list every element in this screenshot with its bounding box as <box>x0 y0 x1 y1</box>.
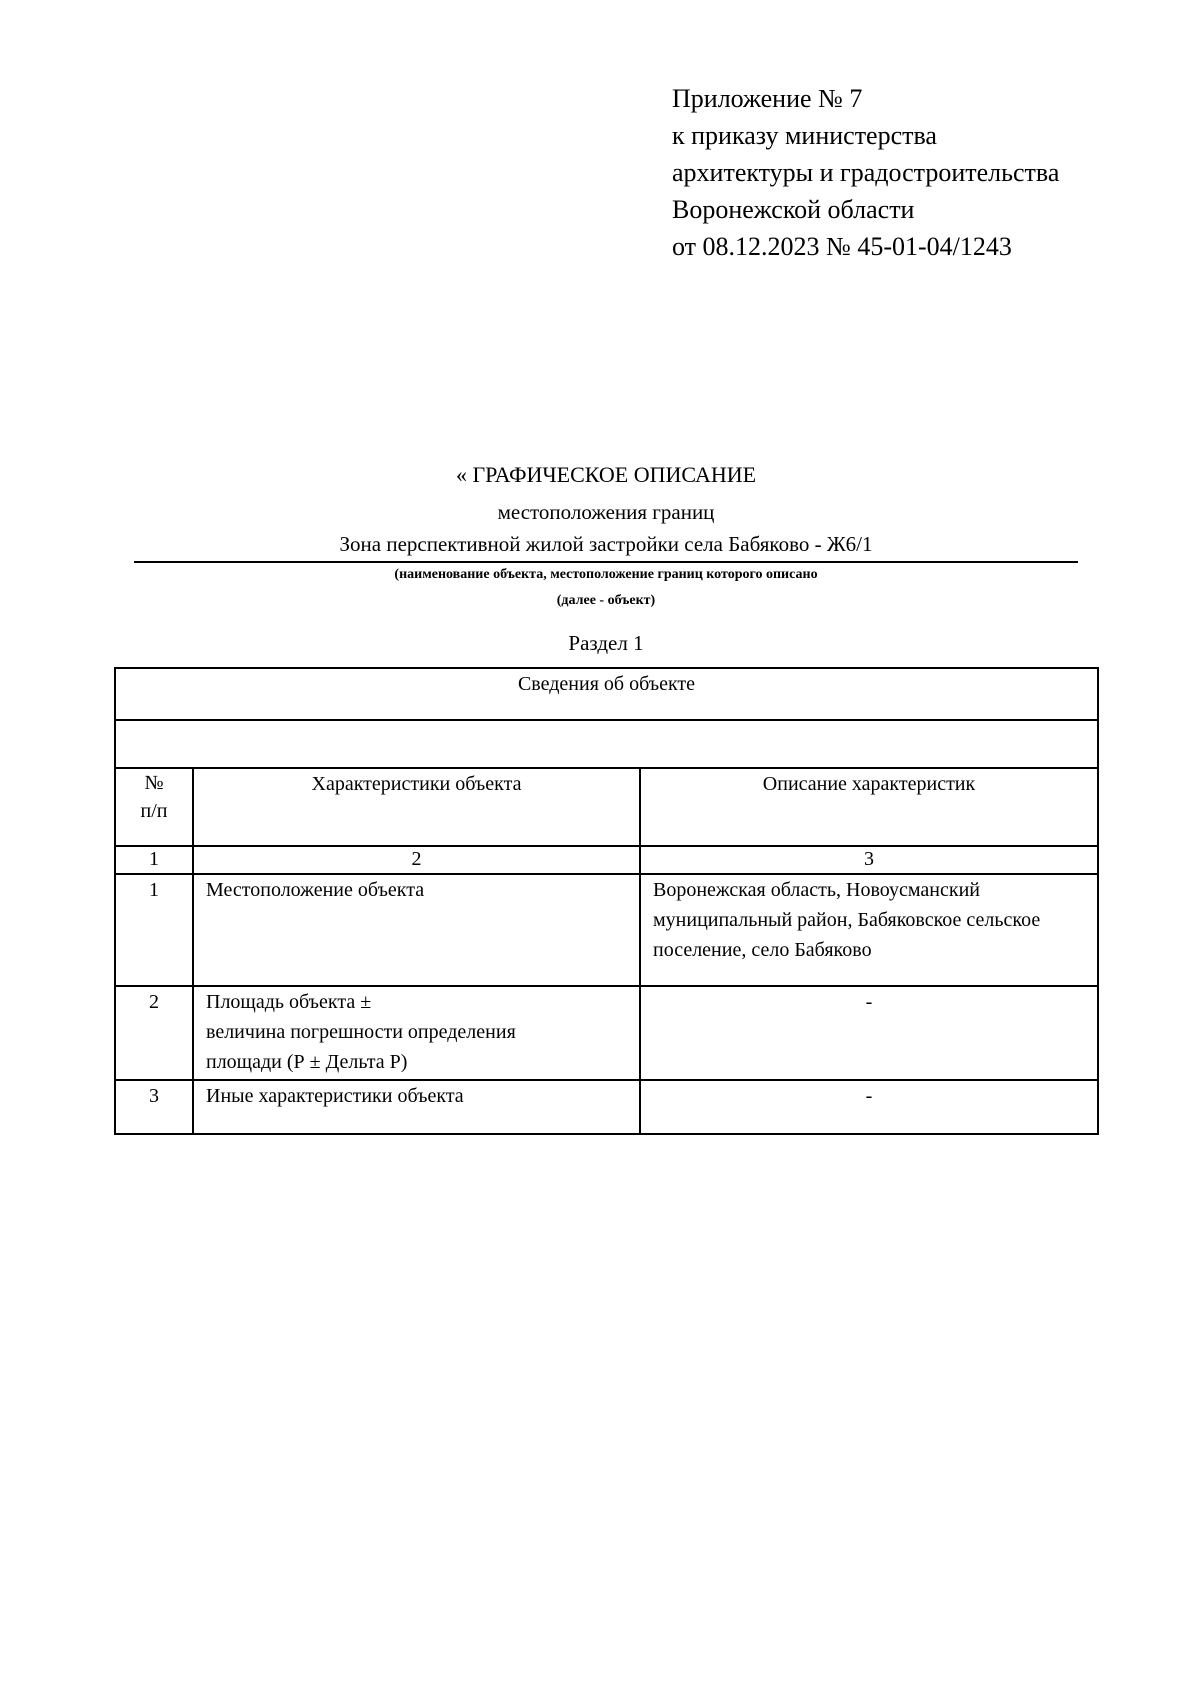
characteristic-line: величина погрешности определения <box>206 1021 516 1043</box>
header-characteristics: Характеристики объекта <box>193 768 640 846</box>
blank-cell <box>115 720 1098 768</box>
section-title: Раздел 1 <box>568 631 644 655</box>
object-name-note-2: (далее - объект) <box>556 593 656 608</box>
row-characteristic: Местоположение объекта <box>193 874 640 986</box>
table-row <box>115 986 1098 1080</box>
header-num-line1: № <box>144 772 164 794</box>
appendix-line: Воронежской области <box>672 195 915 224</box>
row-num: 1 <box>115 874 193 986</box>
table-caption: Сведения об объекте <box>115 668 1098 720</box>
row-num: 3 <box>115 1080 193 1134</box>
row-description: - <box>640 986 1098 1080</box>
characteristic-line: площади (Р ± Дельта Р) <box>206 1051 408 1073</box>
row-characteristic: Иные характеристики объекта <box>193 1080 640 1134</box>
row-num: 2 <box>115 986 193 1080</box>
index-cell: 3 <box>640 846 1098 874</box>
row-characteristic <box>193 986 640 1080</box>
row-description: - <box>640 1080 1098 1134</box>
document-subtitle: местоположения границ <box>497 500 715 524</box>
table-blank-row <box>115 720 1098 768</box>
object-name-underline <box>134 561 1078 563</box>
appendix-line: к приказу министерства <box>672 121 937 150</box>
index-cell: 1 <box>115 846 193 874</box>
table-row <box>115 1080 1098 1134</box>
object-name-note: (наименование объекта, местоположение границ которого описано <box>394 567 818 582</box>
object-info-table <box>114 667 1099 1135</box>
appendix-line: архитектуры и градостроительства <box>672 158 1060 187</box>
appendix-line: Приложение № 7 <box>672 84 863 113</box>
appendix-block <box>672 80 1059 265</box>
table-row <box>115 874 1098 986</box>
table-header-row <box>115 768 1098 846</box>
header-num-line2: п/п <box>140 800 168 822</box>
table-caption-row <box>115 668 1098 720</box>
table-index-row <box>115 846 1098 874</box>
row-description: Воронежская область, Новоусманский муниципальный район, Бабяковское сельское поселение, село Бабяково <box>640 874 1098 986</box>
document-title: « ГРАФИЧЕСКОЕ ОПИСАНИЕ <box>455 462 757 487</box>
header-description: Описание характеристик <box>640 768 1098 846</box>
object-name: Зона перспективной жилой застройки села Бабяково - Ж6/1 <box>339 532 873 556</box>
characteristic-line: Площадь объекта ± <box>206 991 372 1013</box>
index-cell: 2 <box>193 846 640 874</box>
appendix-line: от 08.12.2023 № 45-01-04/1243 <box>672 232 1012 261</box>
header-num <box>115 768 193 846</box>
